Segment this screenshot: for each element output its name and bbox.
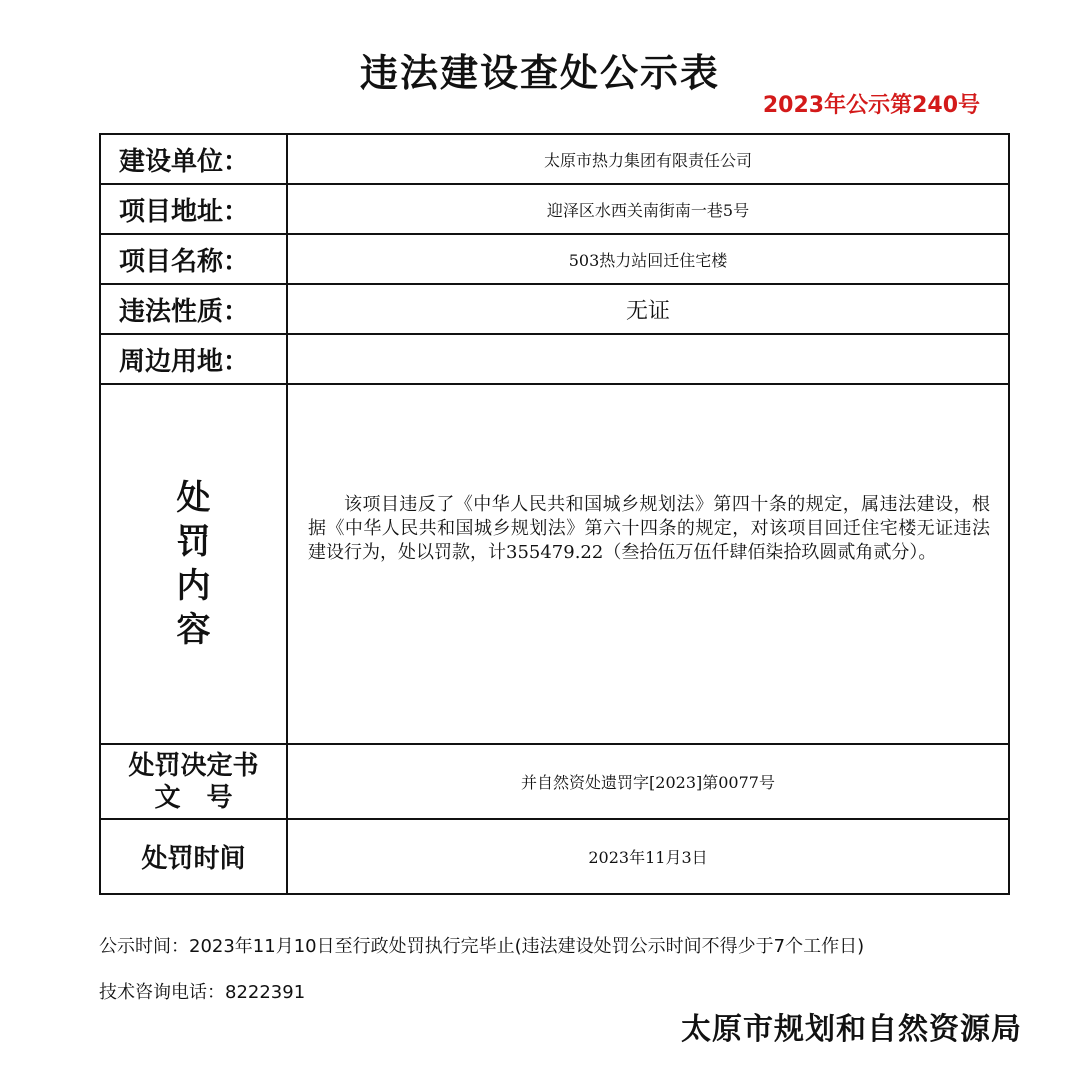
row-surrounding-land [100,334,1009,384]
notice-number: 2023年公示第240号 [762,93,980,118]
hotline: 技术咨询电话：8222391 [99,982,306,1003]
construction-unit-value: 太原市热力集团有限责任公司 [287,134,1009,184]
penalty-content-label-char: 罚 [176,522,211,562]
penalty-time-label: 处罚时间 [100,819,287,894]
publicity-period: 公示时间：2023年11月10日至行政处罚执行完毕止(违法建设处罚公示时间不得少于7个工作日) [99,936,865,957]
penalty-content-text: 该项目违反了《中华人民共和国城乡规划法》第四十条的规定，属违法建设，根据《中华人民共和国城乡规划法》第六十四条的规定，对该项目回迁住宅楼无证违法建设行为，处以罚款，计355479.22（叁拾伍万伍仟肆佰柒拾玖圆贰角贰分）。 [308,494,990,563]
project-name-label: 项目名称： [100,234,287,284]
decision-doc-value: 并自然资处遗罚字[2023]第0077号 [287,744,1009,819]
row-project-address [100,184,1009,234]
decision-doc-label [100,744,287,819]
penalty-content-label-char: 处 [176,478,211,518]
surrounding-land-value [287,334,1009,384]
penalty-content-cell [287,384,1009,744]
decision-doc-label-line2: 文 号 [154,782,233,813]
project-address-label: 项目地址： [100,184,287,234]
row-penalty-time [100,819,1009,894]
penalty-content-label-char: 容 [176,610,211,650]
row-violation-nature [100,284,1009,334]
row-penalty-content [100,384,1009,744]
penalty-content-label-char: 内 [176,566,211,606]
project-address-value: 迎泽区水西关南街南一巷5号 [287,184,1009,234]
penalty-content-label [100,384,287,744]
construction-unit-label: 建设单位： [100,134,287,184]
decision-doc-label-line1: 处罚决定书 [128,750,259,781]
violation-nature-value: 无证 [287,284,1009,334]
project-name-value: 503热力站回迁住宅楼 [287,234,1009,284]
issuing-agency: 太原市规划和自然资源局 [681,1012,1022,1047]
row-project-name [100,234,1009,284]
surrounding-land-label: 周边用地： [100,334,287,384]
penalty-time-value: 2023年11月3日 [287,819,1009,894]
row-decision-doc [100,744,1009,819]
violation-nature-label: 违法性质： [100,284,287,334]
penalty-notice-table [99,133,1010,895]
page-title: 违法建设查处公示表 [359,51,720,95]
row-construction-unit [100,134,1009,184]
